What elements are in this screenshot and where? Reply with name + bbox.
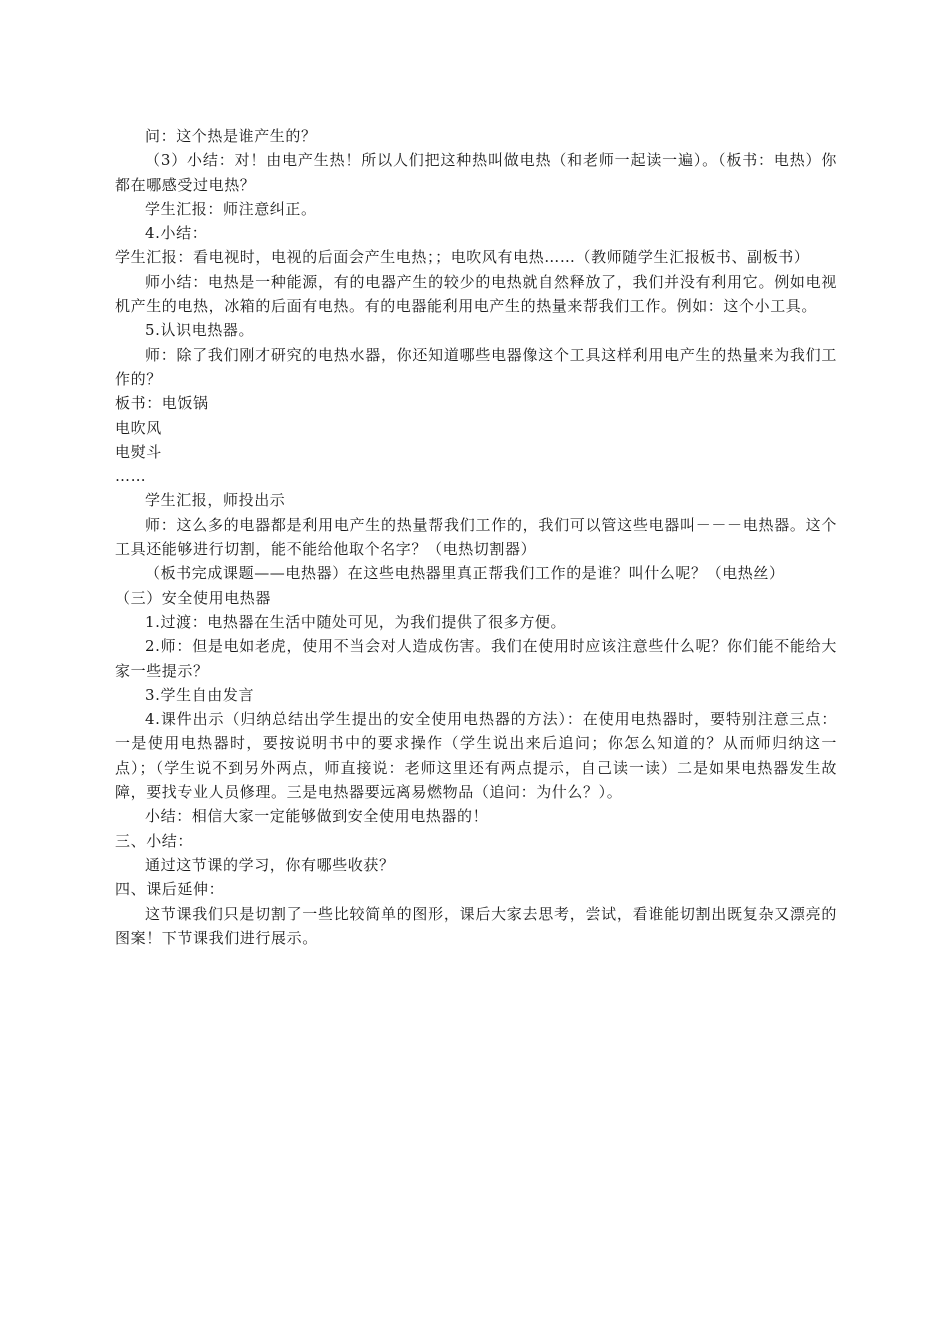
paragraph: 问：这个热是谁产生的？: [145, 127, 317, 145]
paragraph: 3.学生自由发言: [145, 685, 255, 704]
paragraph: 师：除了我们刚才研究的电热水器，你还知道哪些电器像这个工具这样利用电产生的热量来为我们工作的？: [115, 345, 837, 388]
paragraph: 1.过渡：电热器在生活中随处可见，为我们提供了很多方便。: [145, 612, 567, 631]
section-heading: 四、课后延伸：: [115, 880, 225, 899]
board-writing-label: 板书：电饭锅: [115, 394, 209, 413]
paragraph: 这节课我们只是切割了一些比较简单的图形，课后大家去思考，尝试，看谁能切割出既复杂又漂亮的图案！下节课我们进行展示。: [115, 904, 837, 947]
paragraph: 学生汇报：看电视时，电视的后面会产生电热；；电吹风有电热……（教师随学生汇报板书、副板书）: [115, 248, 810, 267]
section-heading: （三）安全使用电热器: [115, 588, 272, 607]
paragraph: 4.小结：: [145, 224, 208, 243]
board-writing-item: 电吹风: [115, 418, 162, 437]
document-body: [115, 124, 837, 950]
paragraph: 通过这节课的学习，你有哪些收获？: [145, 855, 395, 874]
paragraph: 师小结：电热是一种能源，有的电器产生的较少的电热就自然释放了，我们并没有利用它。例如电视机产生的电热，冰箱的后面有电热。有的电器能利用电产生的热量来帮我们工作。例如：这个小工具。: [115, 272, 837, 316]
paragraph: 学生汇报：师注意纠正。: [145, 199, 317, 218]
paragraph: 2.师：但是电如老虎，使用不当会对人造成伤害。我们在使用时应该注意些什么呢？你们能不能给大家一些提示？: [115, 637, 837, 680]
section-heading: 三、小结：: [115, 831, 194, 850]
paragraph: 5.认识电热器。: [145, 321, 255, 340]
paragraph: 4.课件出示（归纳总结出学生提出的安全使用电热器的方法）：在使用电热器时，要特别注意三点：一是使用电热器时，要按说明书中的要求操作（学生说出来后追问；你怎么知道的？从而师归纳这一点）；（学生说不到另外两点，师直接说：老师这里还有两点提示，自己读一读）二是如果电热器发生故障，要找专业人员修理。三是电热器要远离易燃物品（追问：为什么？）。: [115, 710, 837, 802]
paragraph: 师：这么多的电器都是利用电产生的热量帮我们工作的，我们可以管这些电器叫－－－电热器。这个工具还能够进行切割，能不能给他取个名字？（电热切割器）: [115, 515, 837, 559]
paragraph: （板书完成课题——电热器）在这些电热器里真正帮我们工作的是谁？叫什么呢？（电热丝）: [145, 564, 785, 583]
paragraph: （3）小结：对！由电产生热！所以人们把这种热叫做电热（和老师一起读一遍）。（板书：电热）你都在哪感受过电热？: [115, 151, 837, 194]
paragraph: 学生汇报，师投出示: [145, 491, 286, 510]
paragraph: 小结：相信大家一定能够做到安全使用电热器的！: [145, 807, 489, 826]
board-writing-ellipsis: ……: [115, 467, 147, 486]
board-writing-item: 电熨斗: [115, 442, 162, 461]
